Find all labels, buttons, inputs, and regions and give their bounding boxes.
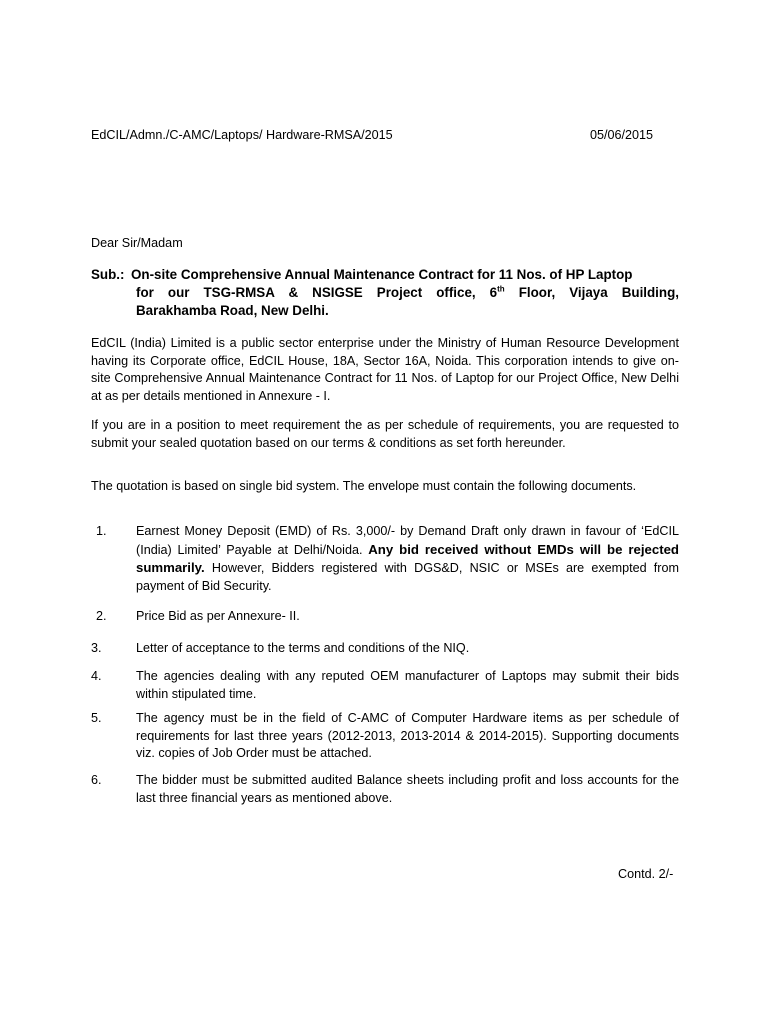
subject-line-2: for our TSG-RMSA & NSIGSE Project office, 6th Floor, Vijaya Building, [136,284,679,300]
list-item-text: Price Bid as per Annexure- II. [136,609,300,623]
list-item-number: 5. [91,711,102,725]
list-item-text: Earnest Money Deposit (EMD) of Rs. 3,000/- by Demand Draft only drawn in favour of ‘EdCIL (India) Limited’ Payable at Delhi/Noida. Any bid received without EMDs will be rejected summarily. However, Bidders registered with DGS&D, NSIC or MSEs are exempted from payment of Bid Security. [136,524,679,593]
list-item-number: 4. [91,669,102,683]
list-item-number: 2. [96,609,107,623]
subject-prefix: Sub.: [91,267,125,282]
intro-paragraph: EdCIL (India) Limited is a public sector enterprise under the Ministry of Human Resource Development having its Corporate office, EdCIL House, 18A, Sector 16A, Noida. This corporation intends to give on-site Comprehensive Annual Maintenance Contract for 11 Nos. of Laptop for our Project Office, New Delhi at as per details mentioned in Annexure - I. [91,336,679,403]
list-item-number: 6. [91,773,102,787]
continued-note: Contd. 2/- [618,867,674,881]
quotation-paragraph: The quotation is based on single bid system. The envelope must contain the following documents. [91,479,637,493]
list-item-text: The bidder must be submitted audited Balance sheets including profit and loss accounts for the last three financial years as mentioned above. [136,773,679,805]
list-item-number: 1. [96,524,107,538]
letter-date: 05/06/2015 [590,128,654,142]
reference-number: EdCIL/Admn./C-AMC/Laptops/ Hardware-RMSA/2015 [91,128,393,142]
subject-line-1: On-site Comprehensive Annual Maintenance Contract for 11 Nos. of HP Laptop [131,267,633,282]
list-item-text: The agencies dealing with any reputed OEM manufacturer of Laptops may submit their bids within stipulated time. [136,669,679,701]
list-item-text: Letter of acceptance to the terms and conditions of the NIQ. [136,641,470,655]
subject-line-3: Barakhamba Road, New Delhi. [136,303,329,318]
salutation: Dear Sir/Madam [91,236,183,250]
requirement-paragraph: If you are in a position to meet requirement the as per schedule of requirements, you are requested to submit your sealed quotation based on our terms & conditions as set forth hereunder. [91,418,679,450]
list-item-text: The agency must be in the field of C-AMC of Computer Hardware items as per schedule of requirements for last three years (2012-2013, 2013-2014 & 2014-2015). Supporting documents viz. copies of Job Order must be attached. [136,711,679,760]
list-item-number: 3. [91,641,102,655]
